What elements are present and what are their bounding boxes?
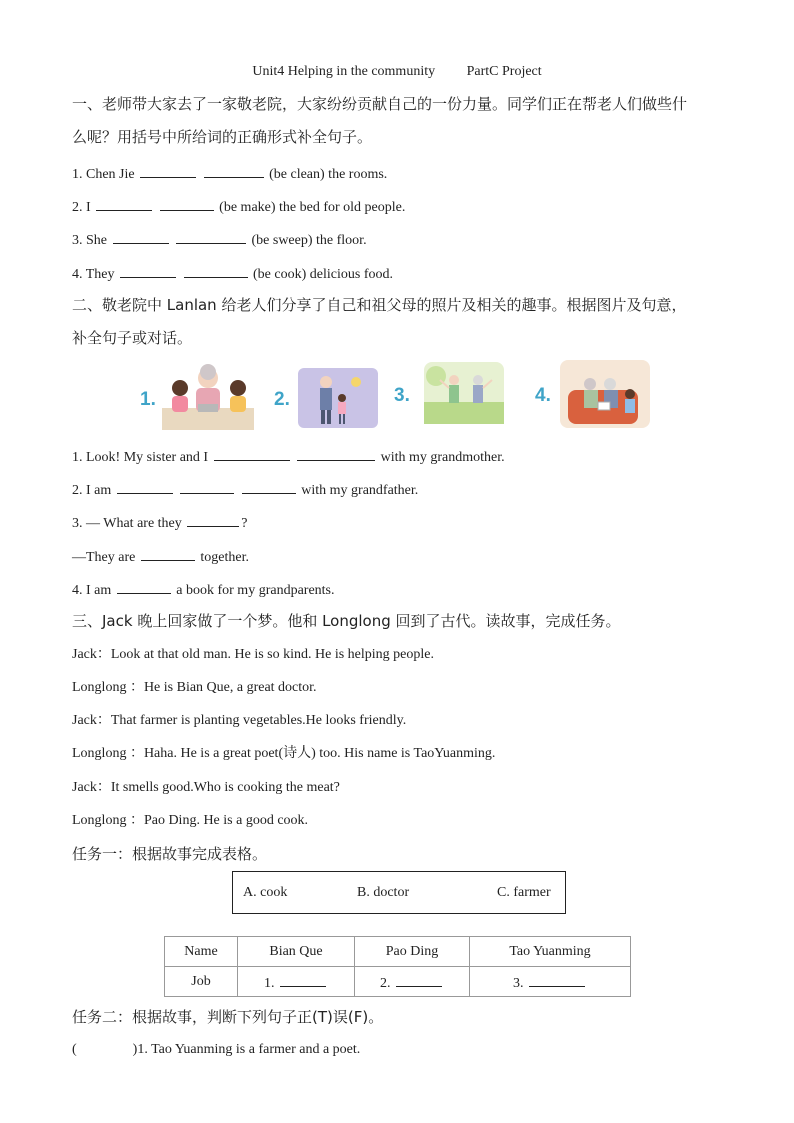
task1-heading: 任务一：根据故事完成表格。 <box>72 845 268 863</box>
dancing-in-park-image <box>424 362 504 424</box>
picture-label-3: 3. <box>394 385 410 406</box>
job-table <box>164 936 631 997</box>
option-c: C. farmer <box>497 885 551 900</box>
answer-blank[interactable] <box>396 972 442 987</box>
s2-question-1: 1. Look! My sister and I with my grandmother. <box>72 446 505 467</box>
answer-blank[interactable] <box>204 163 264 178</box>
answer-blank[interactable] <box>120 263 176 278</box>
table-row <box>165 967 631 997</box>
dialogue-line-1: Jack：Look at that old man. He is so kind. He is helping people. <box>72 647 434 662</box>
answer-blank[interactable] <box>141 546 195 561</box>
cooking-with-grandmother-image <box>160 360 256 432</box>
table-header: Name <box>165 937 238 967</box>
answer-blank[interactable] <box>176 229 246 244</box>
s2-question-4: 4. I am a book for my grandparents. <box>72 579 335 600</box>
s1-question-2: 2. I (be make) the bed for old people. <box>72 196 405 217</box>
walking-with-grandfather-image <box>298 368 378 428</box>
answer-blank[interactable] <box>160 196 214 211</box>
answer-blank[interactable] <box>242 479 296 494</box>
answer-blank[interactable] <box>187 512 239 527</box>
answer-blank[interactable] <box>180 479 234 494</box>
answer-blank[interactable] <box>117 579 171 594</box>
dialogue-line-6: Longlong ：Pao Ding. He is a good cook. <box>72 813 309 828</box>
s1-question-1: 1. Chen Jie (be clean) the rooms. <box>72 163 387 184</box>
answer-blank[interactable] <box>297 446 375 461</box>
options-box <box>232 871 566 914</box>
answer-blank[interactable] <box>96 196 152 211</box>
dialogue-line-4: Longlong ：Haha. He is a great poet(诗人) too. His name is TaoYuanming. <box>72 746 496 761</box>
answer-blank[interactable] <box>529 972 585 987</box>
option-b: B. doctor <box>357 885 410 900</box>
answer-blank[interactable] <box>140 163 196 178</box>
table-header: Pao Ding <box>355 937 470 967</box>
s1-question-3: 3. She (be sweep) the floor. <box>72 229 367 250</box>
section3-instruction: 三、Jack 晚上回家做了一个梦。他和 Longlong 回到了古代。读故事，完成任务。 <box>72 612 621 630</box>
s2-question-2: 2. I am with my grandfather. <box>72 479 418 500</box>
table-header: Bian Que <box>238 937 355 967</box>
section2-instruction-line2: 补全句子或对话。 <box>72 329 193 347</box>
table-cell[interactable]: 1. <box>238 967 355 997</box>
answer-blank[interactable] <box>280 972 326 987</box>
task2-heading: 任务二：根据故事，判断下列句子正(T)误(F)。 <box>72 1008 384 1026</box>
table-header-row <box>165 937 631 967</box>
picture-label-4: 4. <box>535 385 551 406</box>
section2-instruction-line1: 二、敬老院中 Lanlan 给老人们分享了自己和祖父母的照片及相关的趣事。根据图片及句意， <box>72 296 687 314</box>
s2-question-3: 3. — What are they ? <box>72 512 247 533</box>
dialogue-line-2: Longlong ：He is Bian Que, a great doctor. <box>72 680 317 695</box>
picture-row <box>0 360 794 432</box>
answer-blank[interactable] <box>184 263 248 278</box>
reading-with-grandparents-image <box>560 360 650 428</box>
dialogue-line-5: Jack：It smells good.Who is cooking the meat? <box>72 780 340 795</box>
part-title: PartC Project <box>466 64 542 79</box>
dialogue-line-3: Jack：That farmer is planting vegetables.He looks friendly. <box>72 713 407 728</box>
answer-blank[interactable] <box>113 229 169 244</box>
section1-instruction-line2: 么呢？用括号中所给词的正确形式补全句子。 <box>72 128 373 146</box>
table-cell[interactable]: 2. <box>355 967 470 997</box>
table-cell[interactable]: 3. <box>470 967 631 997</box>
table-cell: Job <box>165 967 238 997</box>
picture-label-2: 2. <box>274 389 290 410</box>
page-title <box>0 64 794 80</box>
tf-question-1: ( )1. Tao Yuanming is a farmer and a poet. <box>72 1042 361 1057</box>
s1-question-4: 4. They (be cook) delicious food. <box>72 263 393 284</box>
option-a: A. cook <box>243 885 288 900</box>
s2-question-3-reply: —They are together. <box>72 546 249 567</box>
picture-label-1: 1. <box>140 389 156 410</box>
unit-title: Unit4 Helping in the community <box>252 64 436 79</box>
section1-instruction-line1: 一、老师带大家去了一家敬老院，大家纷纷贡献自己的一份力量。同学们正在帮老人们做些什 <box>72 95 688 113</box>
answer-blank[interactable] <box>214 446 290 461</box>
answer-blank[interactable] <box>117 479 173 494</box>
table-header: Tao Yuanming <box>470 937 631 967</box>
